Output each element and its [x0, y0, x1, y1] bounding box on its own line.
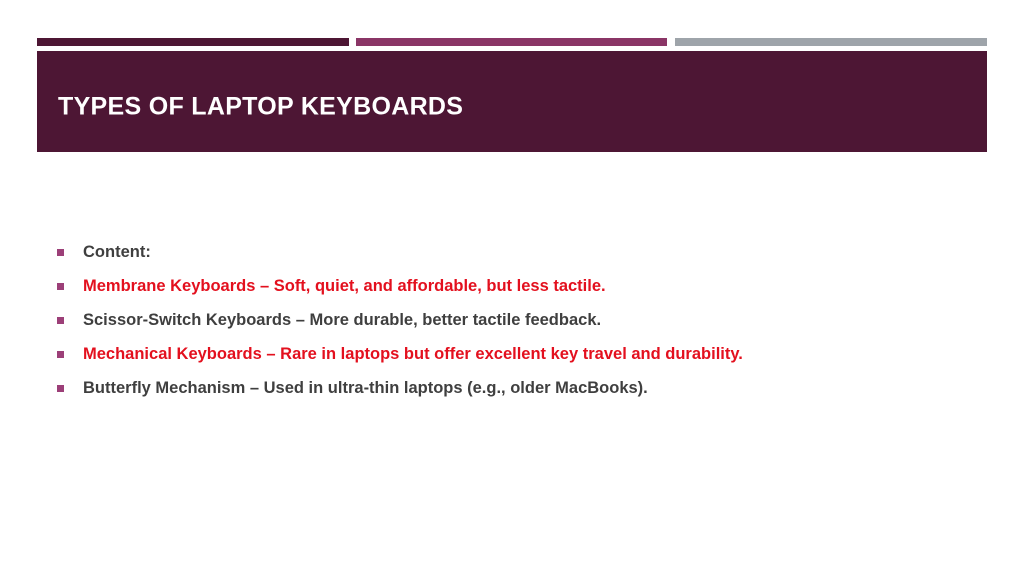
bullet-item-butterfly	[56, 376, 976, 410]
square-bullet-icon	[57, 351, 64, 358]
slide-title: TYPES OF LAPTOP KEYBOARDS	[58, 92, 464, 121]
square-bullet-icon	[57, 249, 64, 256]
bullet-text: Membrane Keyboards – Soft, quiet, and affordable, but less tactile.	[83, 277, 606, 295]
accent-bar-purple	[356, 38, 667, 46]
accent-bar-dark	[37, 38, 349, 46]
square-bullet-icon	[57, 283, 64, 290]
bullet-item-content	[56, 240, 976, 274]
square-bullet-icon	[57, 385, 64, 392]
bullet-text: Butterfly Mechanism – Used in ultra-thin laptops (e.g., older MacBooks).	[83, 379, 648, 397]
bullet-text: Content:	[83, 243, 151, 261]
bullet-text: Mechanical Keyboards – Rare in laptops but offer excellent key travel and durability.	[83, 345, 743, 363]
title-band	[37, 51, 987, 152]
bullet-list	[56, 240, 976, 410]
bullet-item-membrane	[56, 274, 976, 308]
bullet-item-mechanical	[56, 342, 976, 376]
bullet-text: Scissor-Switch Keyboards – More durable, better tactile feedback.	[83, 311, 602, 329]
accent-bar-gray	[675, 38, 987, 46]
square-bullet-icon	[57, 317, 64, 324]
bullet-item-scissor-switch	[56, 308, 976, 342]
